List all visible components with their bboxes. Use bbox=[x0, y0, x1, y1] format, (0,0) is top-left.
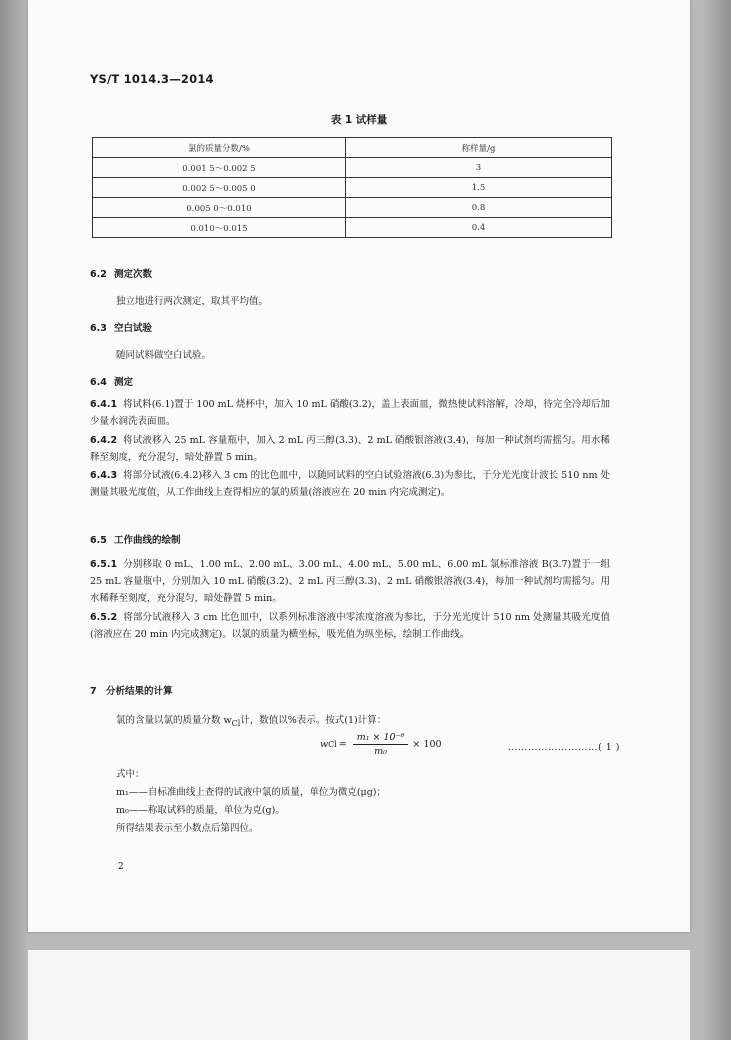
formula-1: w Cl = $\frac{\text{m₁ × 10⁻⁶}}{\text{m₀}}$ × 100 bbox=[320, 732, 442, 757]
section-heading-6-4: 6.4 测定 bbox=[90, 377, 134, 388]
table-title: 表 1 试样量 bbox=[330, 114, 388, 126]
table-cell: 0.010～0.015 bbox=[93, 218, 346, 238]
section-heading-6-5: 6.5 工作曲线的绘制 bbox=[90, 535, 181, 546]
result-precision: 所得结果表示至小数点后第四位。 bbox=[116, 823, 259, 834]
paragraph-6-4-3: 6.4.3 将部分试液(6.4.2)移入 3 cm 的比色皿中，以随同试料的空白试验溶液(6.3)为参比，于分光光度计波长 510 nm 处测量其吸光度值，从工作曲线上查得相应的氯的质量(溶液应在 20 min 内完成测定)。 bbox=[90, 470, 610, 498]
variable-m0: m₀——称取试料的质量，单位为克(g)。 bbox=[116, 805, 285, 816]
table-cell: 0.8 bbox=[346, 198, 612, 218]
table-row bbox=[93, 158, 612, 178]
section-heading-6-3: 6.3 空白试验 bbox=[90, 323, 153, 334]
equals-sign: = bbox=[338, 739, 347, 750]
table-row bbox=[93, 198, 612, 218]
table-cell: 1.5 bbox=[346, 178, 612, 198]
standard-code: YS/T 1014.3—2014 bbox=[90, 72, 214, 86]
paragraph-6-4-2: 6.4.2 将试液移入 25 mL 容量瓶中，加入 2 mL 丙三醇(3.3)、2 mL 硝酸银溶液(3.4)，每加一种试剂均需摇匀。用水稀释至刻度，充分混匀，暗处静置 5 min。 bbox=[90, 435, 610, 463]
table-header-cell: 称样量/g bbox=[346, 138, 612, 158]
table-header-cell: 氯的质量分数/% bbox=[93, 138, 346, 158]
paragraph-6-5-1: 6.5.1 分别移取 0 mL、1.00 mL、2.00 mL、3.00 mL、4.00 mL、5.00 mL、6.00 mL 氯标准溶液 B(3.7)置于一组 25 mL 容量瓶中，分别加入 10 mL 硝酸(3.2)、2 mL 丙三醇(3.3)、2 mL 硝酸银溶液(3.4)，每加一种试剂均需摇匀。用水稀释至刻度，充分混匀，暗处静置 5 min。 bbox=[90, 559, 610, 604]
variable-m1: m₁——自标准曲线上查得的试液中氯的质量，单位为微克(μg)； bbox=[116, 787, 386, 798]
table-cell: 0.001 5～0.002 5 bbox=[93, 158, 346, 178]
paragraph-6-5-2: 6.5.2 将部分试液移入 3 cm 比色皿中，以系列标准溶液中零浓度溶液为参比，于分光光度计 510 nm 处测量其吸光度值(溶液应在 20 min 内完成测定)。以氯的质量为横坐标，吸光值为纵坐标，绘制工作曲线。 bbox=[90, 612, 610, 640]
where-label: 式中： bbox=[116, 769, 145, 780]
sample-mass-table bbox=[92, 137, 612, 238]
equation-number: ………………………( 1 ) bbox=[508, 742, 620, 753]
section-heading-7: 7 分析结果的计算 bbox=[90, 686, 173, 697]
section-text-6-2: 独立地进行两次测定，取其平均值。 bbox=[116, 296, 269, 307]
table-row bbox=[93, 178, 612, 198]
section-heading-6-2: 6.2 测定次数 bbox=[90, 269, 153, 280]
table-header-row bbox=[93, 138, 612, 158]
table-cell: 3 bbox=[346, 158, 612, 178]
calculation-intro: 氯的含量以氯的质量分数 $w_{Cl}$计，数值以%表示。按式(1)计算： bbox=[116, 715, 387, 728]
next-page-preview bbox=[28, 950, 690, 1040]
table-cell: 0.005 0～0.010 bbox=[93, 198, 346, 218]
section-text-6-3: 随同试料做空白试验。 bbox=[116, 350, 212, 361]
paragraph-6-4-1: 6.4.1 将试料(6.1)置于 100 mL 烧杯中，加入 10 mL 硝酸(3.2)，盖上表面皿，微热使试料溶解，冷却，待完全冷却后加少量水润洗表面皿。 bbox=[90, 399, 610, 427]
table-cell: 0.002 5～0.005 0 bbox=[93, 178, 346, 198]
table-cell: 0.4 bbox=[346, 218, 612, 238]
document-page bbox=[28, 0, 690, 932]
page-number: 2 bbox=[118, 862, 124, 872]
table-row bbox=[93, 218, 612, 238]
formula-fraction: $\frac{\text{m₁ × 10⁻⁶}}{\text{m₀}}$ bbox=[353, 732, 409, 757]
